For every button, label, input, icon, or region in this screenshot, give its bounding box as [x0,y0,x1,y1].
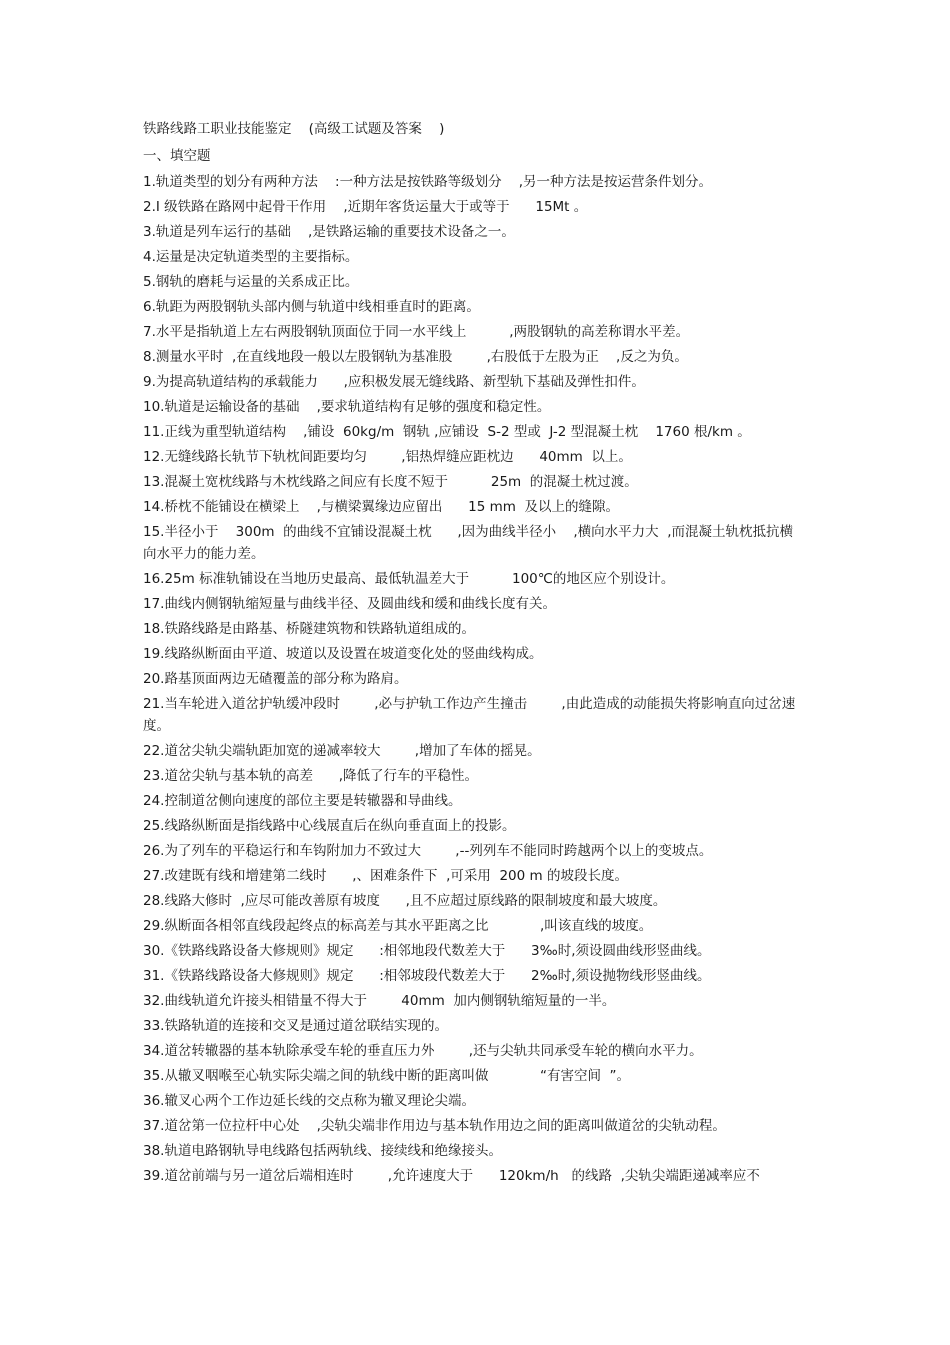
section-heading: 一、填空题 [143,148,211,164]
document-title: 铁路线路工职业技能鉴定 (高级工试题及答案 ) [143,121,445,137]
question-item: 32.曲线轨道允许接头相错量不得大于 40mm 加内侧钢轨缩短量的一半。 [143,993,616,1009]
question-item: 25.线路纵断面是指线路中心线展直后在纵向垂直面上的投影。 [143,818,516,834]
question-item: 13.混凝土宽枕线路与木枕线路之间应有长度不短于 25m 的混凝土枕过渡。 [143,474,638,490]
question-item: 7.水平是指轨道上左右两股钢轨顶面位于同一水平线上 ,两股钢轨的高差称谓水平差。 [143,324,690,340]
question-item: 37.道岔第一位拉杆中心处 ,尖轨尖端非作用边与基本轨作用边之间的距离叫做道岔的尖轨动程。 [143,1118,726,1134]
question-item: 1.轨道类型的划分有两种方法 :一种方法是按铁路等级划分 ,另一种方法是按运营条件划分。 [143,174,713,190]
question-item: 17.曲线内侧钢轨缩短量与曲线半径、及圆曲线和缓和曲线长度有关。 [143,596,556,612]
question-item: 29.纵断面各相邻直线段起终点的标高差与其水平距离之比 ,叫该直线的坡度。 [143,918,653,934]
question-item: 9.为提高轨道结构的承载能力 ,应积极发展无缝线路、新型轨下基础及弹性扣件。 [143,374,645,390]
question-item: 24.控制道岔侧向速度的部位主要是转辙器和导曲线。 [143,793,462,809]
document-body [143,118,803,1190]
question-item: 27.改建既有线和增建第二线时 ,、困难条件下 ,可采用 200 m 的坡段长度。 [143,868,628,884]
question-item: 19.线路纵断面由平道、坡道以及设置在坡道变化处的竖曲线构成。 [143,646,543,662]
question-item: 33.铁路轨道的连接和交叉是通过道岔联结实现的。 [143,1018,448,1034]
question-item: 2.I 级铁路在路网中起骨干作用 ,近期年客货运量大于或等于 15Mt 。 [143,199,588,215]
question-item: 18.铁路线路是由路基、桥隧建筑物和铁路轨道组成的。 [143,621,475,637]
question-item: 34.道岔转辙器的基本轨除承受车轮的垂直压力外 ,还与尖轨共同承受车轮的横向水平力。 [143,1043,703,1059]
question-item: 5.钢轨的磨耗与运量的关系成正比。 [143,274,359,290]
question-item: 14.桥枕不能铺设在横梁上 ,与横梁翼缘边应留出 15 mm 及以上的缝隙。 [143,499,620,515]
question-item: 28.线路大修时 ,应尽可能改善原有坡度 ,且不应超过原线路的限制坡度和最大坡度。 [143,893,667,909]
question-item: 23.道岔尖轨与基本轨的高差 ,降低了行车的平稳性。 [143,768,479,784]
question-item: 26.为了列车的平稳运行和车钩附加力不致过大 ,--列列车不能同时跨越两个以上的变坡点。 [143,843,713,859]
question-item: 36.辙叉心两个工作边延长线的交点称为辙叉理论尖端。 [143,1093,475,1109]
question-item: 12.无缝线路长轨节下轨枕间距要均匀 ,铝热焊缝应距枕边 40mm 以上。 [143,449,632,465]
question-item: 4.运量是决定轨道类型的主要指标。 [143,249,359,265]
question-item: 31.《铁路线路设备大修规则》规定 :相邻坡段代数差大于 2‰时,须设抛物线形竖曲线。 [143,968,711,984]
question-item: 15.半径小于 300m 的曲线不宜铺设混凝土枕 ,因为曲线半径小 ,横向水平力大 ,而混凝土轨枕抵抗横向水平力的能力差。 [143,524,794,562]
question-item: 30.《铁路线路设备大修规则》规定 :相邻地段代数差大于 3‰时,须设圆曲线形竖曲线。 [143,943,711,959]
question-item: 38.轨道电路钢轨导电线路包括两轨线、接续线和绝缘接头。 [143,1143,502,1159]
question-item: 8.测量水平时 ,在直线地段一般以左股钢轨为基准股 ,右股低于左股为正 ,反之为负。 [143,349,688,365]
question-item: 20.路基顶面两边无碴覆盖的部分称为路肩。 [143,671,408,687]
question-item: 6.轨距为两股钢轨头部内侧与轨道中线相垂直时的距离。 [143,299,480,315]
question-item: 22.道岔尖轨尖端轨距加宽的递减率较大 ,增加了车体的摇晃。 [143,743,541,759]
question-item: 16.25m 标准轨铺设在当地历史最高、最低轨温差大于 100℃的地区应个别设计。 [143,571,675,587]
question-item: 35.从辙叉咽喉至心轨实际尖端之间的轨线中断的距离叫做 “有害空间 ”。 [143,1068,631,1084]
question-item: 10.轨道是运输设备的基础 ,要求轨道结构有足够的强度和稳定性。 [143,399,551,415]
question-item: 3.轨道是列车运行的基础 ,是铁路运输的重要技术设备之一。 [143,224,515,240]
question-item: 39.道岔前端与另一道岔后端相连时 ,允许速度大于 120km/h 的线路 ,尖轨尖端距递减率应不 [143,1168,760,1184]
question-item: 21.当车轮进入道岔护轨缓冲段时 ,必与护轨工作边产生撞击 ,由此造成的动能损失将影响直向过岔速度。 [143,696,796,734]
question-item: 11.正线为重型轨道结构 ,铺设 60kg/m 钢轨 ,应铺设 S-2 型或 J-2 型混凝土枕 1760 根/km 。 [143,424,751,440]
